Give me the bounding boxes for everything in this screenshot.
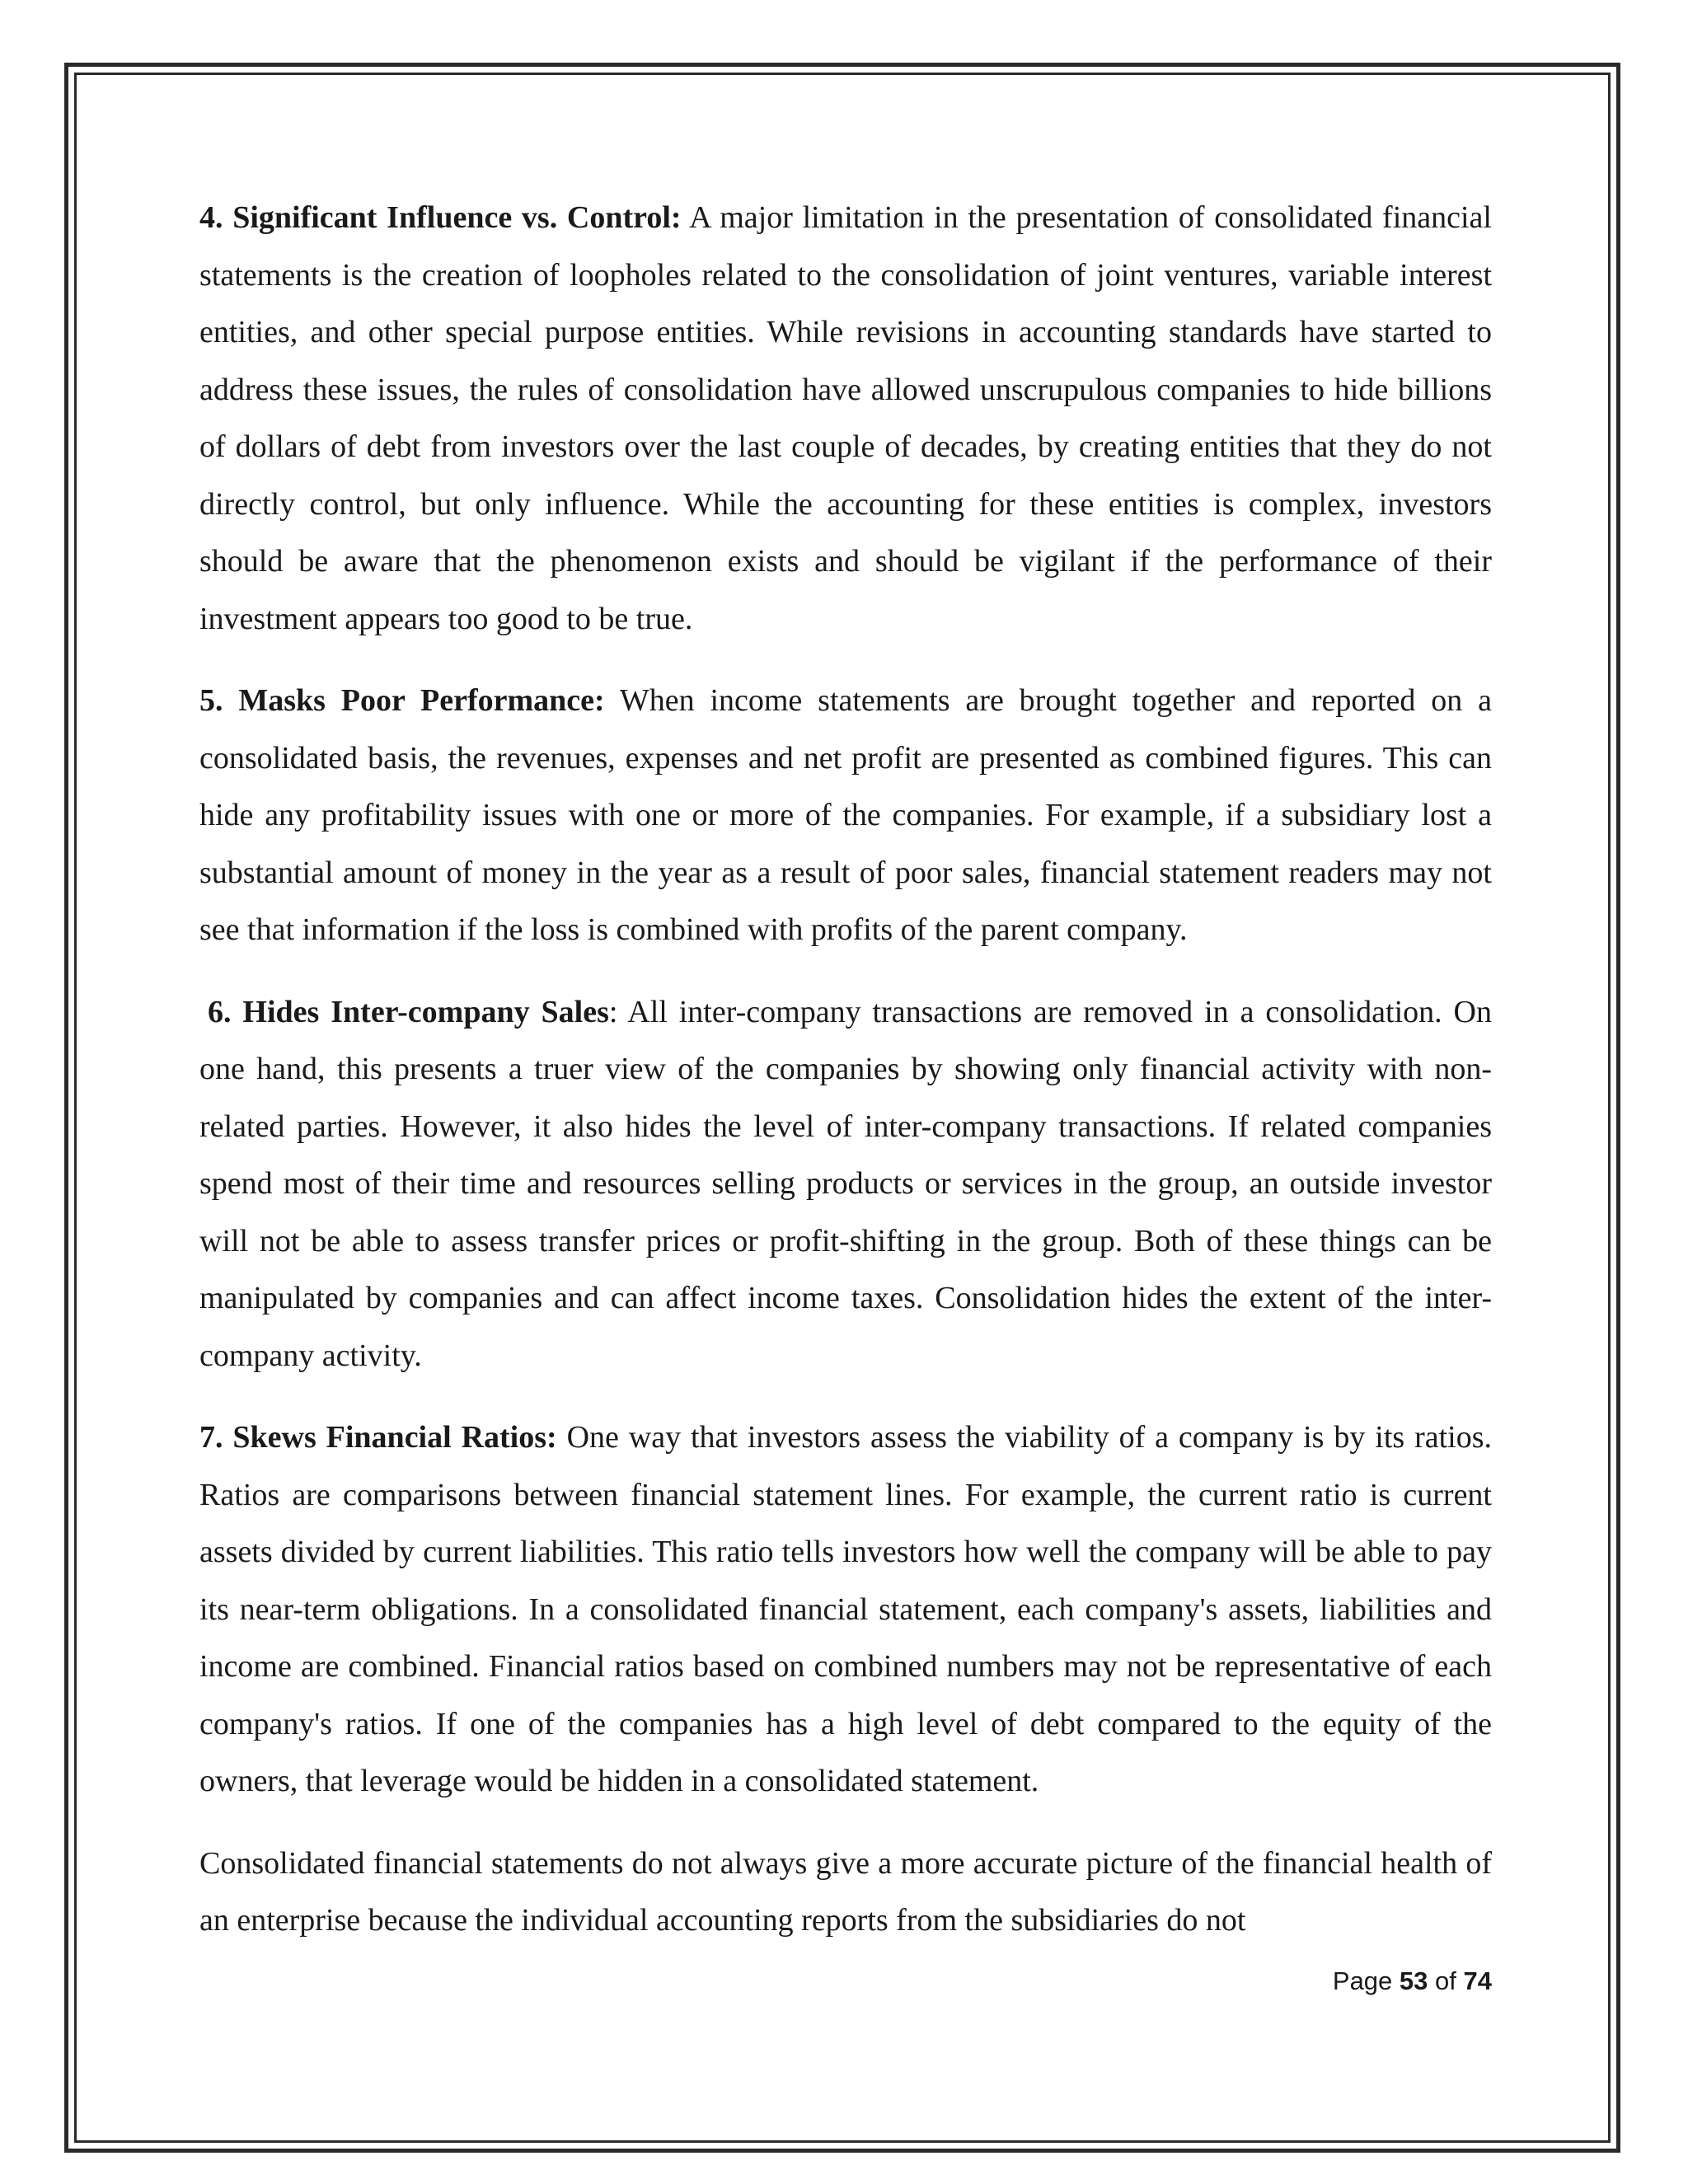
section-heading: 7. Skews Financial Ratios:: [199, 1420, 557, 1455]
section-hides-inter-company-sales: [199, 984, 1492, 1385]
section-significant-influence: [199, 190, 1492, 648]
section-masks-poor-performance: [199, 673, 1492, 959]
total-pages: 74: [1463, 1966, 1492, 1995]
of-label: of: [1435, 1966, 1456, 1995]
page-number: 53: [1399, 1966, 1428, 1995]
section-text: A major limitation in the presentation of consolidated financial statements is the creation of loopholes related to the consolidation of joint ventures, variable interest entities, and other special purpose entities. While revisions in accounting standards have started to address these issues, the rules of consolidation have allowed unscrupulous companies to hide billions of dollars of debt from investors over the last couple of decades, by creating entities that they do not directly control, but only influence. While the accounting for these entities is complex, investors should be aware that the phenomenon exists and should be vigilant if the performance of their investment appears too good to be true.: [199, 200, 1492, 636]
section-skews-financial-ratios: [199, 1409, 1492, 1811]
page-body: [199, 190, 1492, 1975]
section-heading: 4. Significant Influence vs. Control:: [199, 200, 682, 235]
page-label: Page: [1332, 1966, 1393, 1995]
section-text: One way that investors assess the viability of a company is by its ratios. Ratios are comparisons between financial statement lines. For example, the current ratio is current assets divided by current liabilities. This ratio tells investors how well the company will be able to pay its near-term obligations. In a consolidated financial statement, each company's assets, liabilities and income are combined. Financial ratios based on combined numbers may not be representative of each company's ratios. If one of the companies has a high level of debt compared to the equity of the owners, that leverage would be hidden in a consolidated statement.: [199, 1420, 1492, 1798]
section-heading: 6. Hides Inter-company Sales: [208, 994, 609, 1029]
section-text: : All inter-company transactions are removed in a consolidation. On one hand, this presents a truer view of the companies by showing only financial activity with non-related parties. However, it also hides the level of inter-company transactions. If related companies spend most of their time and resources selling products or services in the group, an outside investor will not be able to assess transfer prices or profit-shifting in the group. Both of these things can be manipulated by companies and can affect income taxes. Consolidation hides the extent of the inter-company activity.: [199, 994, 1492, 1373]
section-heading: 5. Masks Poor Performance:: [199, 683, 605, 718]
closing-paragraph: Consolidated financial statements do not always give a more accurate picture of the financial health of an enterprise because the individual accounting reports from the subsidiaries do not: [199, 1845, 1492, 1938]
page-footer: [1333, 1966, 1492, 1996]
section-text: When income statements are brought together and reported on a consolidated basis, the revenues, expenses and net profit are presented as combined figures. This can hide any profitability issues with one or more of the companies. For example, if a subsidiary lost a substantial amount of money in the year as a result of poor sales, financial statement readers may not see that information if the loss is combined with profits of the parent company.: [199, 683, 1492, 947]
